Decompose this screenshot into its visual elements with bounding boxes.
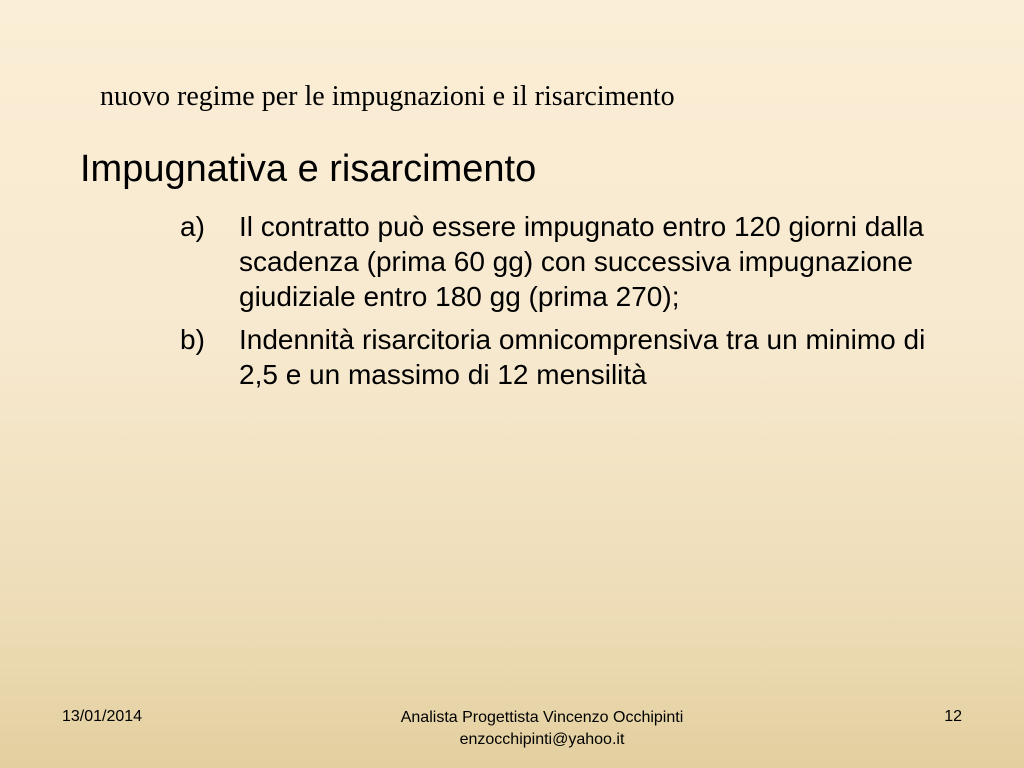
- footer-author: [312, 707, 772, 751]
- list-marker: a): [180, 211, 205, 242]
- slide-title: nuovo regime per le impugnazioni e il risarcimento: [100, 81, 675, 112]
- list-item-text: Il contratto può essere impugnato entro 120 giorni dalla scadenza (prima 60 gg) con successiva impugnazione giudiziale entro 180 gg (prima 270);: [239, 211, 924, 312]
- footer-date: 13/01/2014: [62, 708, 143, 725]
- footer-author-email: enzocchipinti@yahoo.it: [459, 731, 625, 748]
- list-marker: b): [180, 324, 205, 355]
- list-item: [180, 209, 960, 314]
- footer-author-name: Analista Progettista Vincenzo Occhipinti: [400, 709, 684, 726]
- page-number: 12: [944, 708, 962, 725]
- section-heading: Impugnativa e risarcimento: [80, 148, 537, 190]
- bullet-list: [180, 209, 960, 400]
- list-item-text: Indennità risarcitoria omnicomprensiva tra un minimo di 2,5 e un massimo di 12 mensilità: [239, 324, 926, 390]
- list-item: [180, 322, 960, 392]
